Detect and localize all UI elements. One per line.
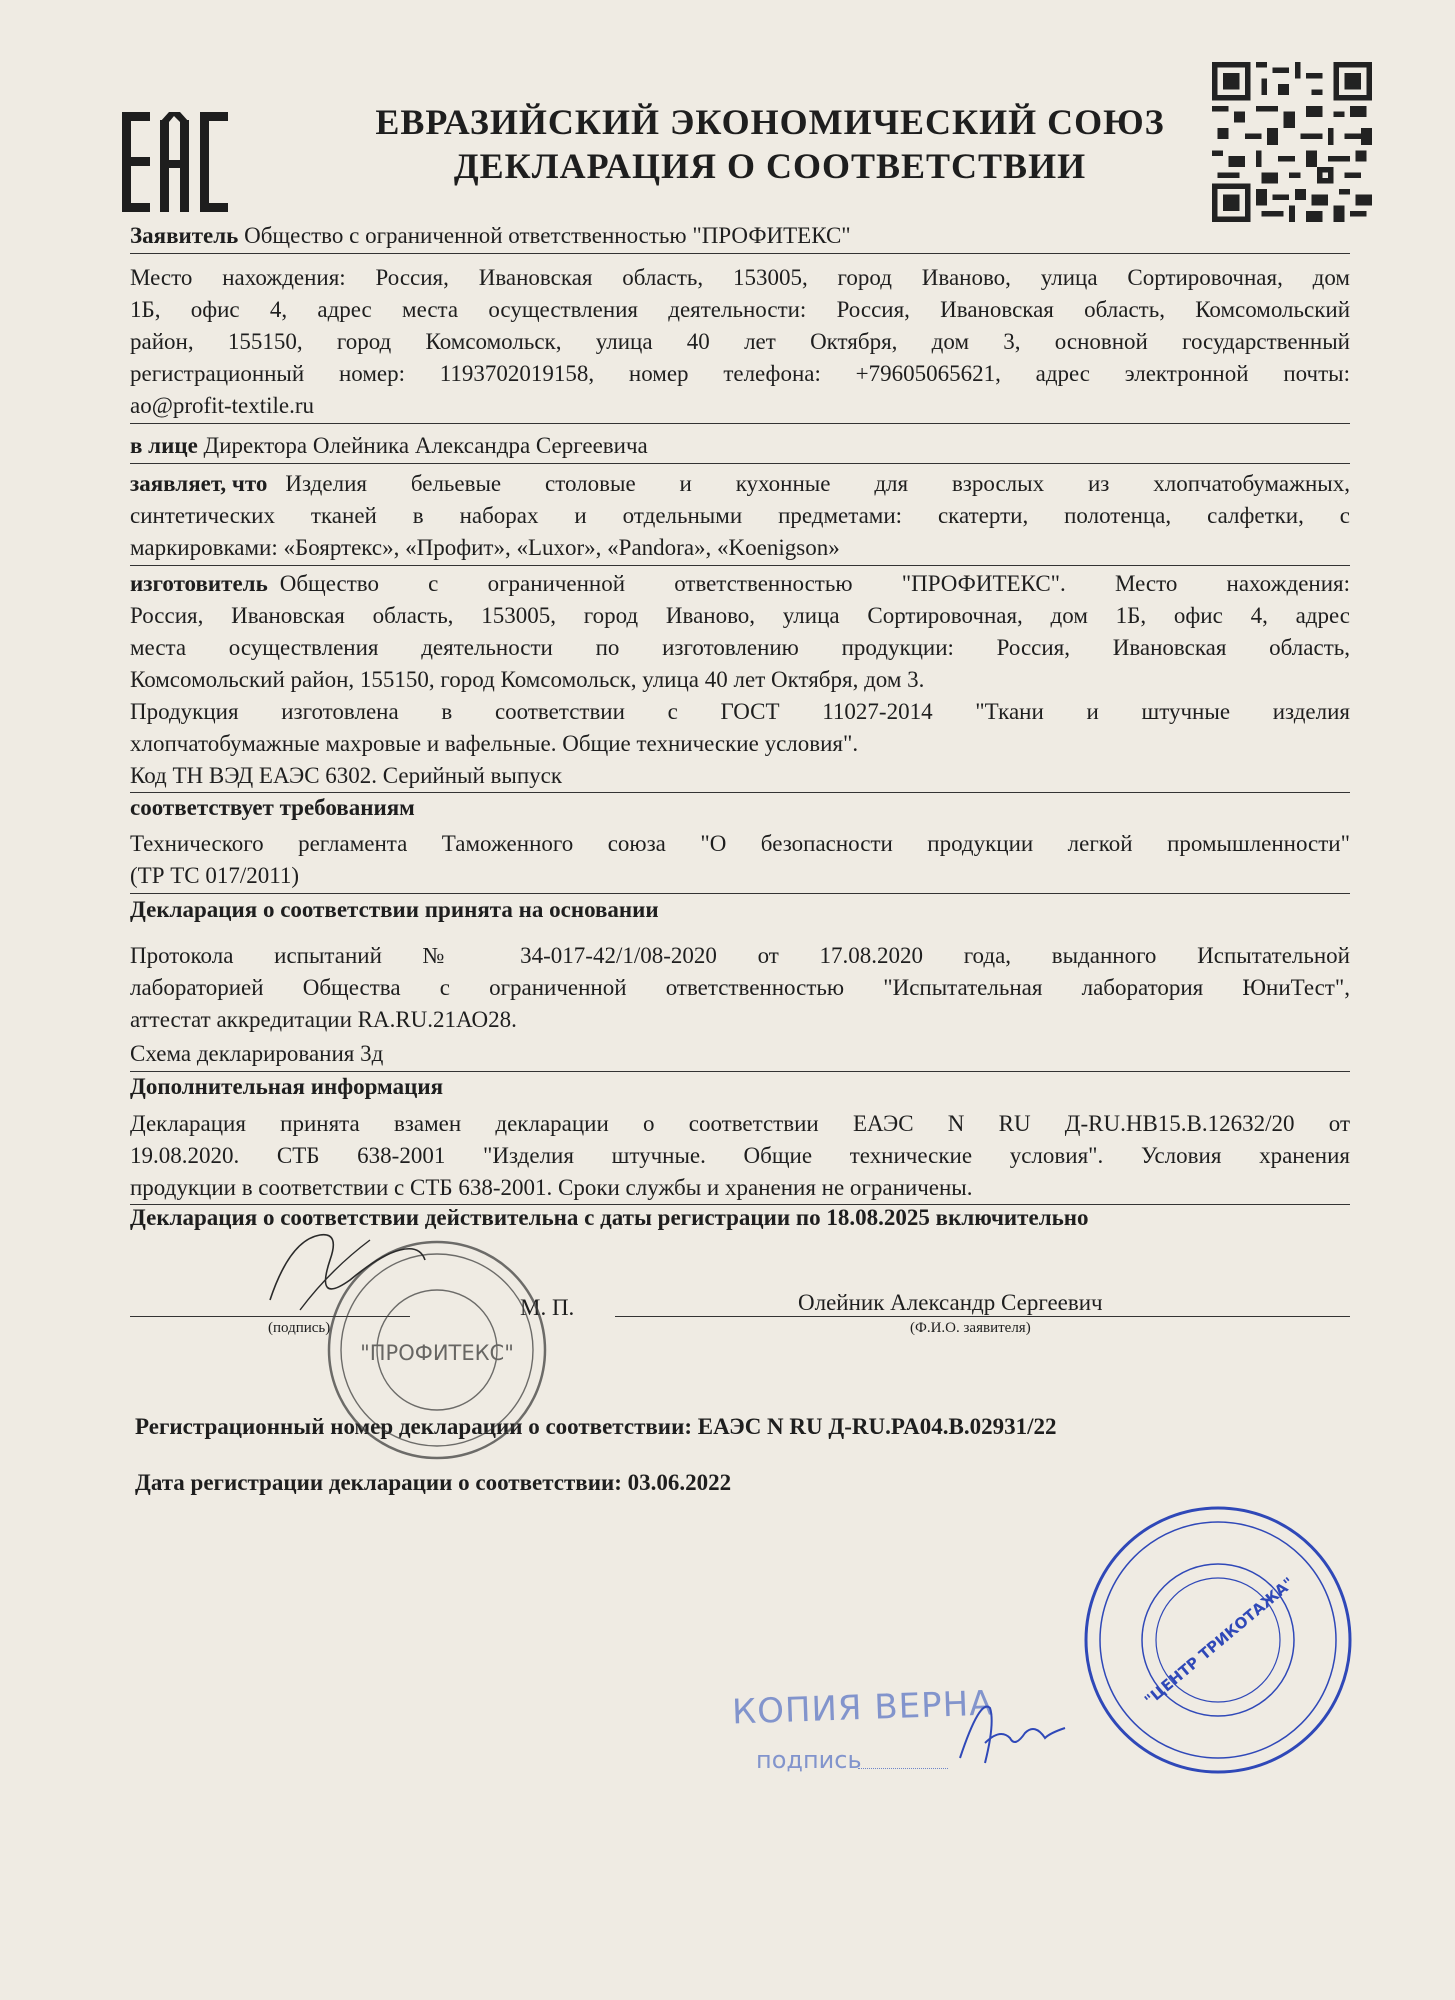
complies-line-2: (ТР ТС 017/2011) xyxy=(130,863,300,888)
declares-line-1 xyxy=(130,468,1350,500)
company-seal-center: "ПРОФИТЕКС" xyxy=(360,1341,514,1365)
qr-code xyxy=(1212,62,1372,222)
complies-line-1: Технического регламента Таможенного союза "О безопасности продукции легкой промышленности" xyxy=(130,831,1350,856)
additional-line-1: Декларация принята взамен декларации о соответствии ЕАЭС N RU Д-RU.НВ15.В.12632/20 от xyxy=(130,1111,1350,1136)
signature-caption: (подпись) xyxy=(268,1320,331,1336)
applicant-label: Заявитель xyxy=(130,223,239,248)
location-line-5: ao@profit-textile.ru xyxy=(130,393,315,418)
divider xyxy=(130,463,1350,464)
additional-label: Дополнительная информация xyxy=(130,1074,444,1099)
document-title xyxy=(340,100,1200,188)
signer-name: Олейник Александр Сергеевич xyxy=(798,1290,1103,1315)
title-line-1: ЕВРАЗИЙСКИЙ ЭКОНОМИЧЕСКИЙ СОЮЗ xyxy=(375,102,1165,142)
divider xyxy=(130,253,1350,254)
location-line-2: 1Б, офис 4, адрес места осуществления деятельности: Россия, Ивановская область, Комсомольский xyxy=(130,297,1350,322)
declares-label: заявляет, что xyxy=(130,471,268,496)
signer-name-line xyxy=(615,1316,1350,1317)
validity-line: Декларация о соответствии действительна с даты регистрации по 18.08.2025 включительно xyxy=(130,1205,1089,1230)
location-line-1: Место нахождения: Россия, Ивановская область, 153005, город Иваново, улица Сортировочная, дом xyxy=(130,265,1350,290)
basis-line-4: Схема декларирования 3д xyxy=(130,1041,384,1066)
applicant-handwritten-signature xyxy=(260,1220,440,1330)
manufacturer-label: изготовитель xyxy=(130,571,268,596)
seller-seal-center: "ЦЕНТР ТРИКОТАЖА" xyxy=(1140,1573,1298,1710)
declares-text: Изделия бельевые столовые и кухонные для взрослых из хлопчатобумажных, xyxy=(285,471,1350,496)
manufacturer-line-7: Код ТН ВЭД ЕАЭС 6302. Серийный выпуск xyxy=(130,763,563,788)
signer-caption: (Ф.И.О. заявителя) xyxy=(910,1320,1031,1336)
basis-line-3: аттестат аккредитации RA.RU.21АО28. xyxy=(130,1007,517,1032)
additional-line-2: 19.08.2020. СТБ 638-2001 "Изделия штучные. Общие технические условия". Условия хранения xyxy=(130,1143,1350,1168)
divider xyxy=(130,423,1350,424)
manufacturer-line-6: хлопчатобумажные махровые и вафельные. Общие технические условия". xyxy=(130,731,859,756)
registration-date: Дата регистрации декларации о соответствии: 03.06.2022 xyxy=(135,1470,732,1495)
manufacturer-text: Общество с ограниченной ответственностью "ПРОФИТЕКС". Место нахождения: xyxy=(279,571,1350,596)
copy-handwritten-signature xyxy=(940,1688,1070,1778)
copy-sign-line xyxy=(858,1768,948,1769)
represented-by-line xyxy=(130,430,1350,462)
divider xyxy=(130,565,1350,566)
manufacturer-line-5: Продукция изготовлена в соответствии с ГОСТ 11027-2014 "Ткани и штучные изделия xyxy=(130,699,1350,724)
basis-line-1: Протокола испытаний № 34-017-42/1/08-2020 от 17.08.2020 года, выданного Испытательной xyxy=(130,943,1350,968)
manufacturer-line-4: Комсомольский район, 155150, город Комсомольск, улица 40 лет Октября, дом 3. xyxy=(130,667,925,692)
location-line-4: регистрационный номер: 1193702019158, номер телефона: +79605065621, адрес электронной почты: xyxy=(130,361,1350,386)
represented-by-label: в лице xyxy=(130,433,198,458)
eac-logo-icon xyxy=(122,112,228,212)
represented-by-value: Директора Олейника Александра Сергеевича xyxy=(203,433,648,458)
title-line-2: ДЕКЛАРАЦИЯ О СООТВЕТСТВИИ xyxy=(453,146,1087,186)
declares-line-2: синтетических тканей в наборах и отдельными предметами: скатерти, полотенца, салфетки, с xyxy=(130,503,1350,528)
applicant-line xyxy=(130,220,1350,252)
declares-line-3: маркировками: «Бояртекс», «Профит», «Luxor», «Pandora», «Koenigson» xyxy=(130,535,840,560)
copy-verified-stamp: КОПИЯ ВЕРНА xyxy=(731,1683,995,1733)
seal-place-label: М. П. xyxy=(520,1295,575,1320)
basis-line-2: лабораторией Общества с ограниченной ответственностью "Испытательная лаборатория ЮниТест", xyxy=(130,975,1350,1000)
manufacturer-line-3: места осуществления деятельности по изготовлению продукции: Россия, Ивановская область, xyxy=(130,635,1350,660)
complies-label: соответствует требованиям xyxy=(130,795,415,820)
manufacturer-line-1 xyxy=(130,568,1350,600)
additional-line-3: продукции в соответствии с СТБ 638-2001. Сроки службы и хранения не ограничены. xyxy=(130,1175,973,1200)
seller-seal-stamp xyxy=(1078,1500,1358,1780)
basis-label: Декларация о соответствии принята на основании xyxy=(130,897,659,922)
copy-sign-label: подпись xyxy=(756,1746,862,1774)
manufacturer-line-2: Россия, Ивановская область, 153005, город Иваново, улица Сортировочная, дом 1Б, офис 4, адрес xyxy=(130,603,1350,628)
location-line-3: район, 155150, город Комсомольск, улица 40 лет Октября, дом 3, основной государственный xyxy=(130,329,1350,354)
registration-number: Регистрационный номер декларации о соответствии: ЕАЭС N RU Д-RU.PA04.B.02931/22 xyxy=(135,1414,1057,1439)
applicant-value: Общество с ограниченной ответственностью "ПРОФИТЕКС" xyxy=(244,223,851,248)
